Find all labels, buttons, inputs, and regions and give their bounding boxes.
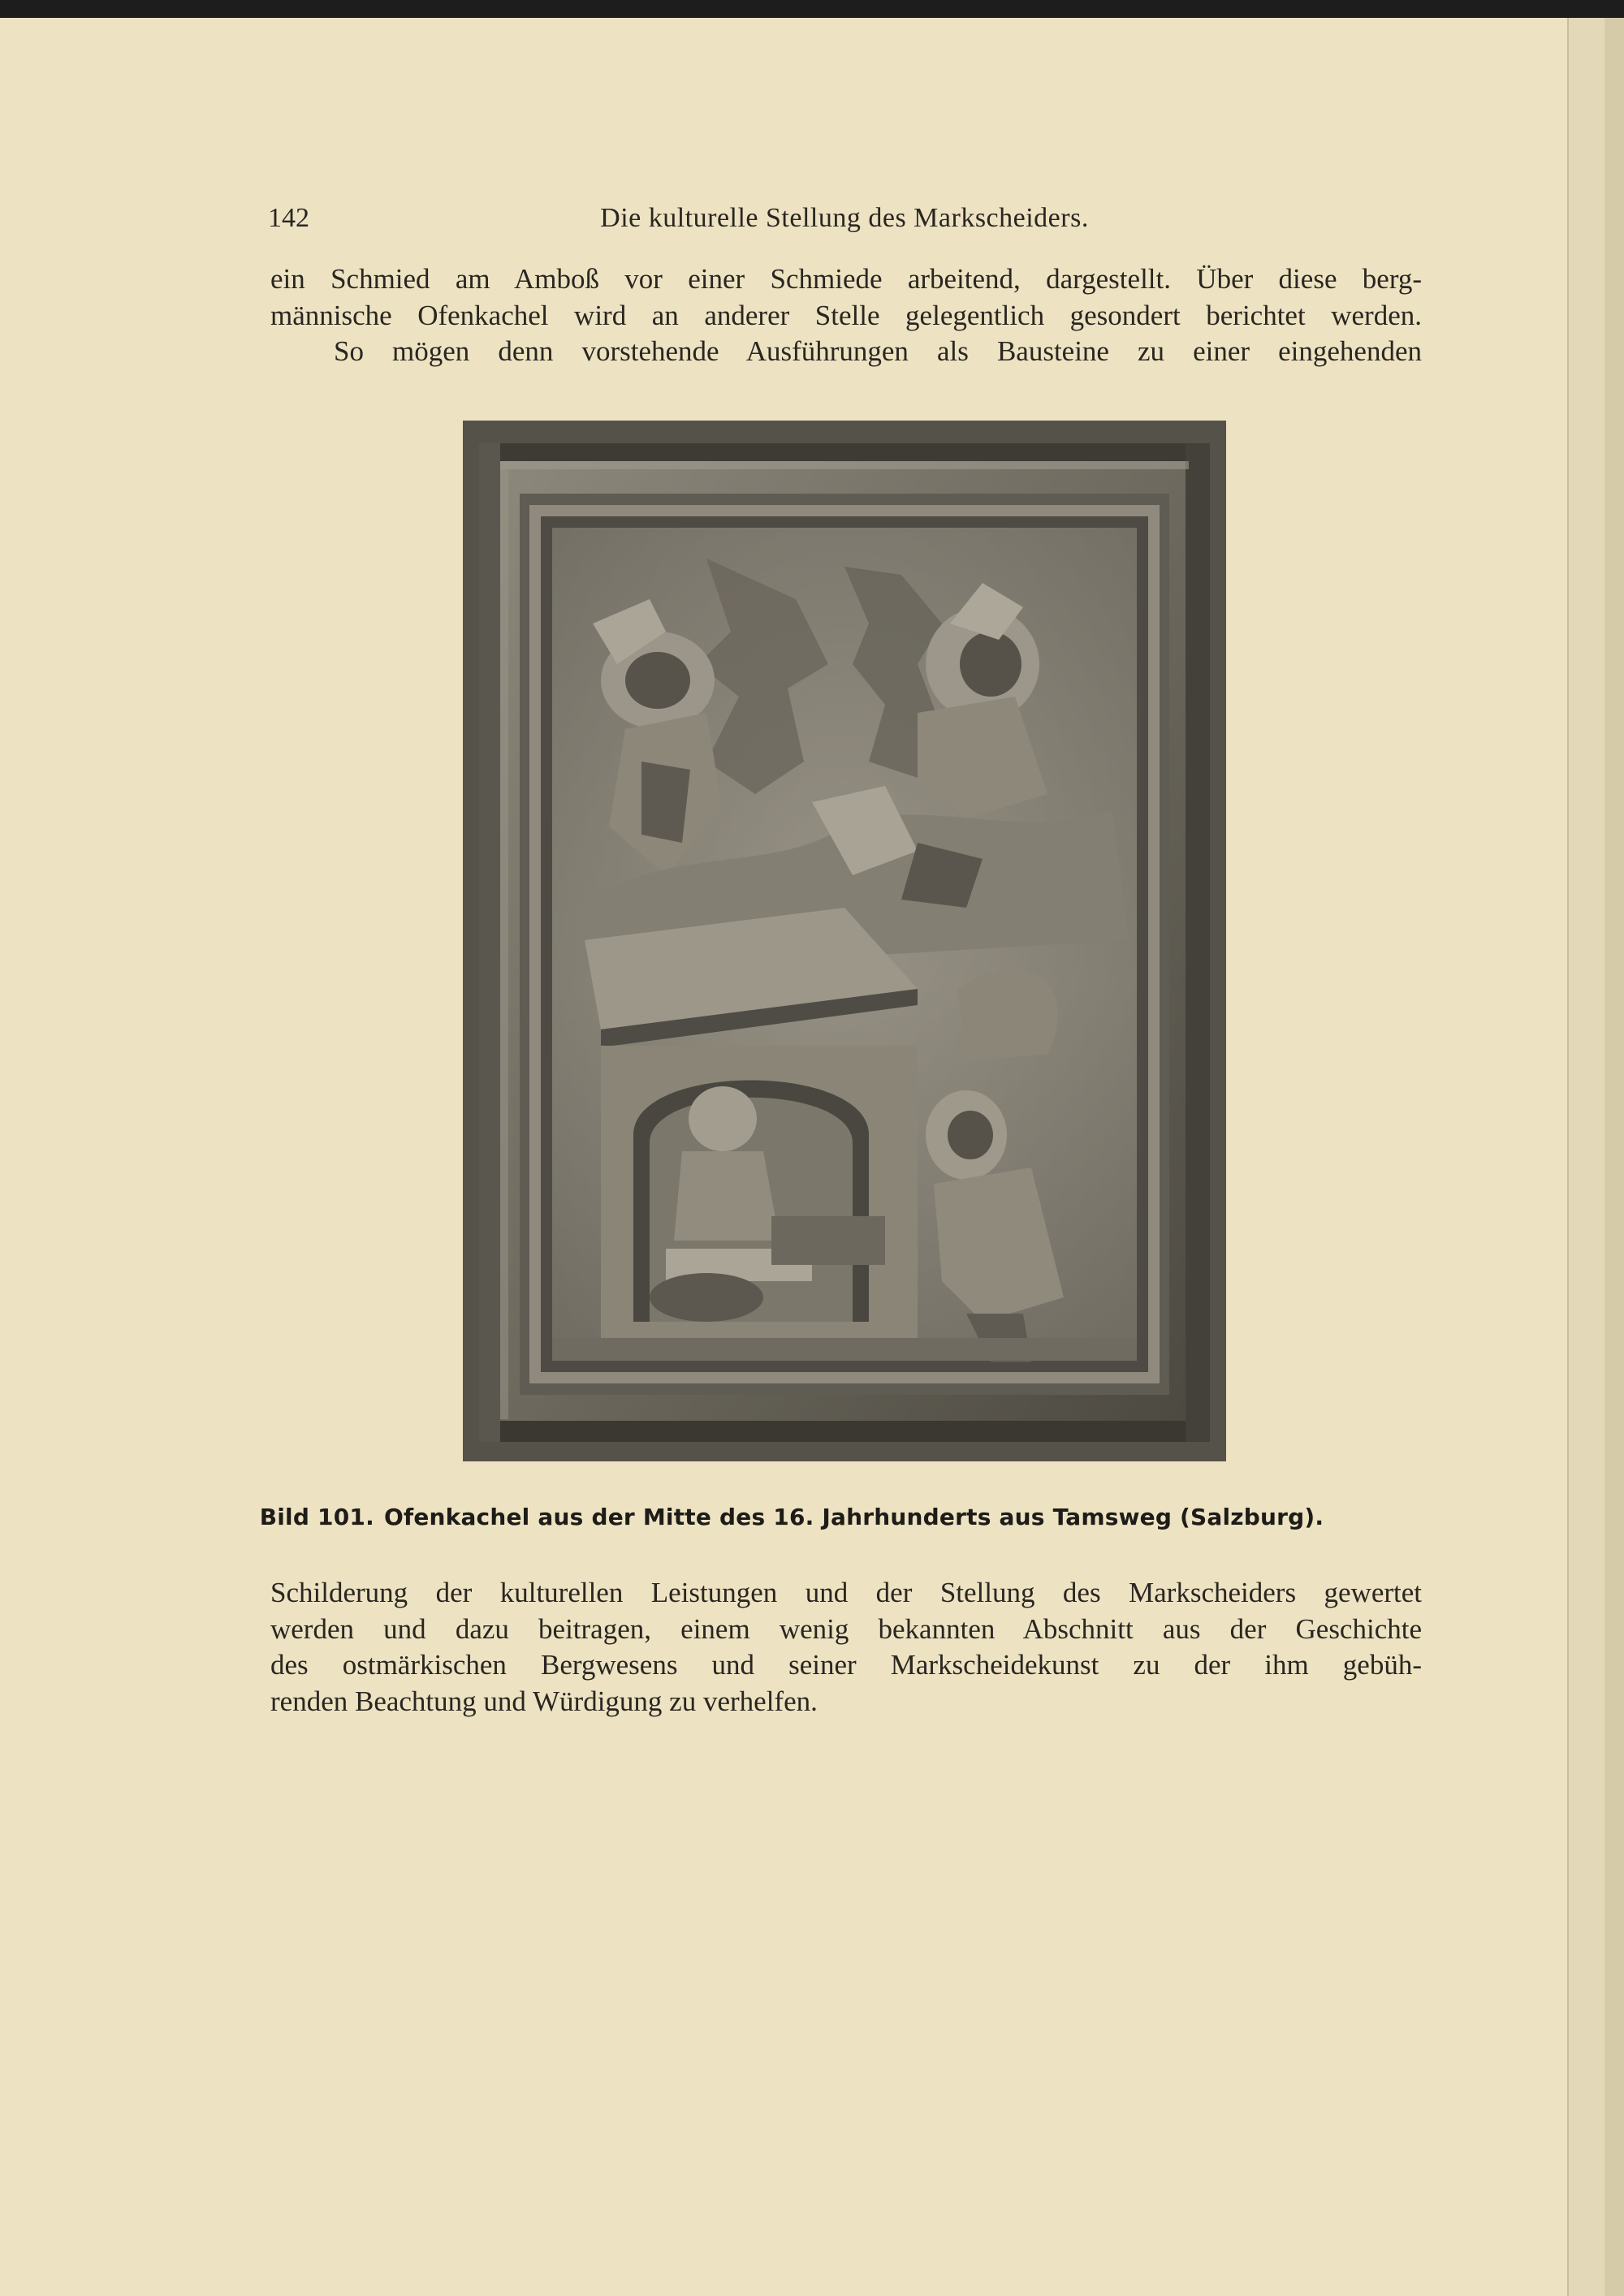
text-line: ein Schmied am Amboß vor einer Schmiede arbeitend, dargestellt. Über diese berg- [270,263,1422,295]
text-line: renden Beachtung und Würdigung zu verhelfen. [270,1685,818,1717]
text-line: werden und dazu beitragen, einem wenig bekannten Abschnitt aus der Geschichte [270,1612,1422,1645]
page-number: 142 [268,203,309,233]
book-page [0,18,1567,2296]
figure-caption [162,1497,1421,1538]
scan-top-border [0,0,1624,18]
header-title: Die kulturelle Stellung des Markscheiders. [600,203,1089,233]
text-line: männische Ofenkachel wird an anderer Stelle gelegentlich gesondert berichtet werden. [270,299,1422,331]
page-edge-shadow [1605,18,1624,2296]
paragraph-top [270,261,1422,370]
text-line: So mögen denn vorstehende Ausführungen als Bausteine zu einer eingehenden [334,335,1422,367]
figure-label: Bild 101. [259,1504,374,1530]
stove-tile-relief-image [463,421,1226,1461]
figure-caption-text: Ofenkachel aus der Mitte des 16. Jahrhunderts aus Tamsweg (Salzburg). [383,1504,1324,1530]
running-head [268,198,1421,239]
paragraph-bottom [270,1575,1422,1720]
text-line: des ostmärkischen Bergwesens und seiner Markscheidekunst zu der ihm gebüh- [270,1649,1422,1681]
text-line: Schilderung der kulturellen Leistungen und der Stellung des Markscheiders gewertet [270,1577,1422,1608]
stove-tile-photograph [463,421,1226,1461]
